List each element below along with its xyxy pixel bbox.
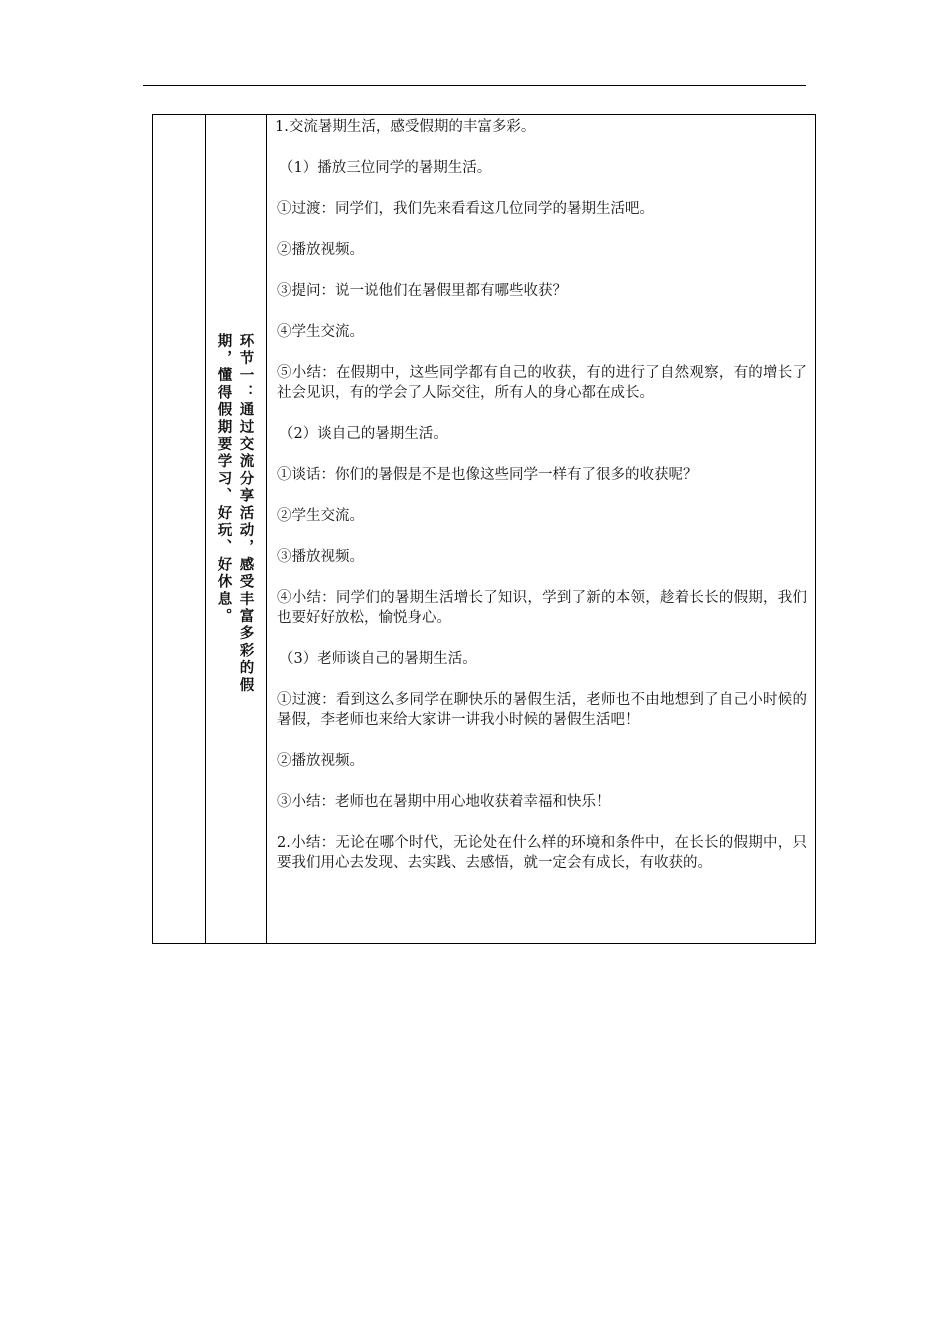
step-paragraph: ①过渡：同学们，我们先来看看这几位同学的暑期生活吧。 — [277, 201, 654, 217]
header-rule — [143, 85, 806, 86]
stage-title-cell — [206, 115, 266, 943]
step-paragraph: ①谈话：你们的暑假是不是也像这些同学一样有了很多的收获呢？ — [277, 467, 698, 483]
lesson-table — [152, 114, 816, 944]
step-paragraph: ③小结：老师也在暑期中用心地收获着幸福和快乐！ — [277, 794, 611, 810]
subsection-heading: （2）谈自己的暑期生活。 — [279, 426, 448, 442]
step-paragraph: ⑤小结：在假期中，这些同学都有自己的收获，有的进行了自然观察，有的增长了社会见识，有的学会了人际交往，所有人的身心都在成长。 — [277, 365, 807, 401]
subsection-heading: （3）老师谈自己的暑期生活。 — [279, 651, 477, 667]
section-heading: 1.交流暑期生活，感受假期的丰富多彩。 — [275, 119, 536, 135]
activity-content-cell — [277, 117, 807, 873]
stage-title: 环节一：通过交流分享活动，感受丰富多彩的假期，懂得假期要学习、好玩、好休息。 — [215, 333, 254, 695]
step-paragraph: ①过渡：看到这么多同学在聊快乐的暑假生活，老师也不由地想到了自己小时候的暑假，李老师也来给大家讲一讲我小时候的暑假生活吧！ — [277, 692, 807, 728]
step-paragraph: ④学生交流。 — [277, 324, 364, 340]
step-paragraph: ③播放视频。 — [277, 549, 364, 565]
column-divider — [266, 115, 267, 943]
step-paragraph: ②学生交流。 — [277, 508, 364, 524]
step-paragraph: ②播放视频。 — [277, 753, 364, 769]
step-paragraph: ④小结：同学们的暑期生活增长了知识，学到了新的本领，趁着长长的假期，我们也要好好放松，愉悦身心。 — [277, 590, 807, 626]
summary-paragraph: 2.小结：无论在哪个时代，无论处在什么样的环境和条件中，在长长的假期中，只要我们用心去发现、去实践、去感悟，就一定会有成长，有收获的。 — [277, 835, 807, 871]
step-paragraph: ③提问：说一说他们在暑假里都有哪些收获？ — [277, 283, 567, 299]
subsection-heading: （1）播放三位同学的暑期生活。 — [279, 160, 492, 176]
step-paragraph: ②播放视频。 — [277, 242, 364, 258]
